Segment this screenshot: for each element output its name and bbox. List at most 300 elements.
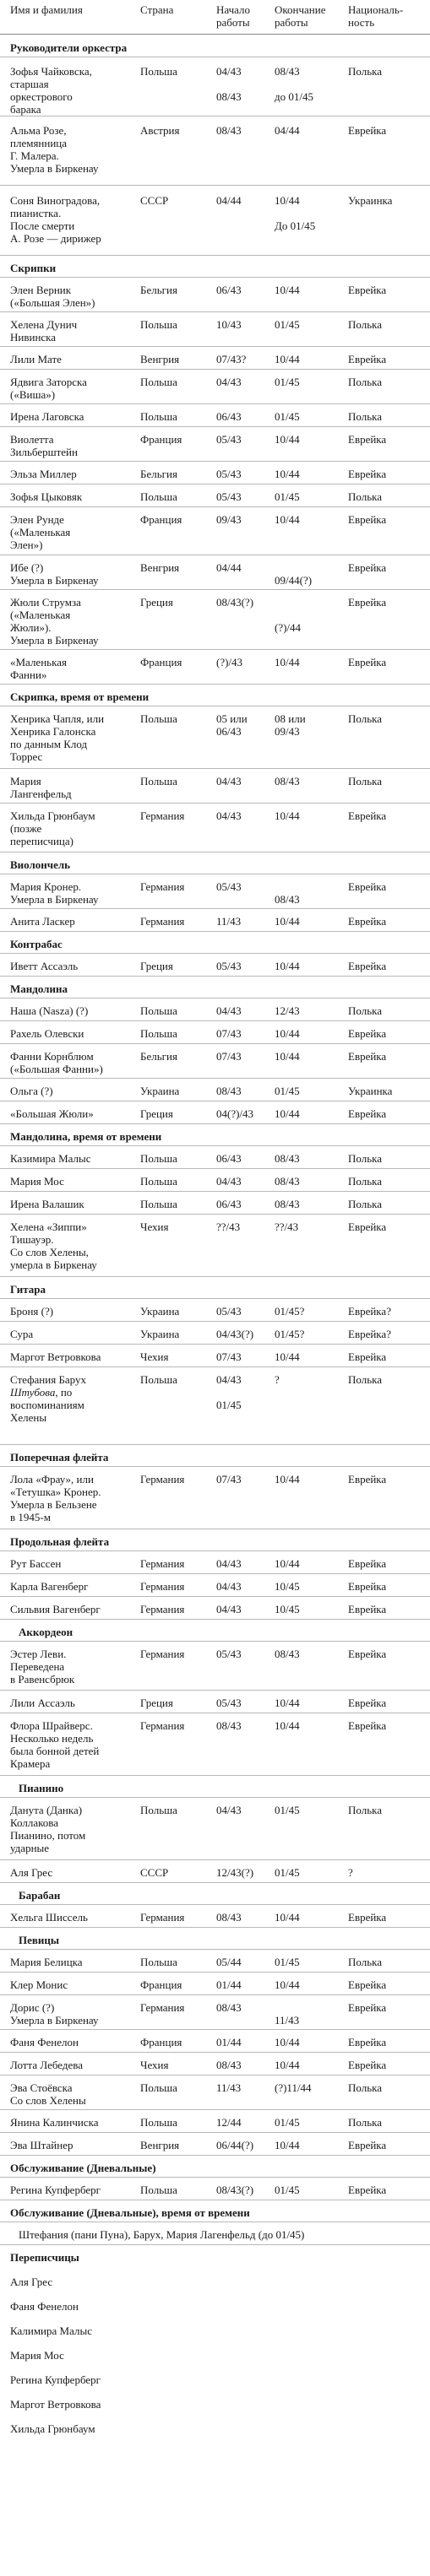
country-cell: Польша: [140, 1956, 177, 1968]
end-cell: 08/43: [275, 775, 300, 787]
list-item: Регина Купферберг: [10, 2373, 101, 2386]
nationality-cell: Еврейка: [348, 656, 387, 668]
start-cell: 10/43: [216, 318, 242, 331]
end-cell: 10/44: [275, 1557, 300, 1570]
start-cell: 04/43: [216, 1804, 242, 1816]
list-item: Фаня Фенелон: [10, 2300, 79, 2313]
row-divider: [0, 589, 430, 590]
name-cell: Иветт Ассаэль: [10, 960, 79, 972]
nationality-cell: Еврейка: [348, 1220, 387, 1233]
country-cell: Венгрия: [140, 561, 180, 574]
name-cell: Ирена Лаговска: [10, 410, 84, 423]
name-cell: Данута (Данка) Коллакова Пианино, потом ударные: [10, 1804, 86, 1854]
country-cell: Венгрия: [140, 2139, 180, 2151]
start-cell: 04/43: [216, 1557, 242, 1570]
start-cell: 04/43 01/45: [216, 1373, 242, 1411]
start-cell: 08/43: [216, 1719, 242, 1732]
name-cell: Элен Верник («Большая Элен»): [10, 284, 95, 309]
country-cell: СССР: [140, 1866, 169, 1879]
header-start: Начало работы: [216, 3, 251, 29]
row-divider: [0, 1859, 430, 1860]
nationality-cell: Еврейка: [348, 1050, 387, 1063]
end-cell: 01/45: [275, 490, 300, 503]
nationality-cell: Еврейка: [348, 880, 387, 893]
nationality-cell: Полька: [348, 2116, 383, 2129]
section-title: Гитара: [10, 1283, 46, 1296]
list-item: Маргот Ветровкова: [10, 2398, 101, 2411]
row-divider: [0, 976, 430, 977]
country-cell: Франция: [140, 2036, 182, 2048]
end-cell: 10/44: [275, 1350, 300, 1363]
name-cell: Хелена «Зиппи» Тишауэр. Со слов Хелены, умерла в Биркенау: [10, 1220, 97, 1271]
section-title: Певицы: [19, 1934, 60, 1946]
row-divider: [0, 1972, 430, 1973]
row-divider: [0, 1882, 430, 1883]
name-cell: Маргот Ветровкова: [10, 1350, 101, 1363]
country-cell: СССР: [140, 194, 169, 207]
section-title: Обслуживание (Дневальные): [10, 2162, 156, 2174]
end-cell: 01/45: [275, 376, 300, 388]
name-cell: Ядвига Заторска («Виша»): [10, 376, 87, 401]
country-cell: Чехия: [140, 1350, 169, 1363]
end-cell: 10/44: [275, 915, 300, 928]
nationality-cell: Полька: [348, 1004, 383, 1017]
row-divider: [0, 1444, 430, 1445]
name-cell: Броня (?): [10, 1305, 54, 1318]
start-cell: 11/43: [216, 2081, 242, 2094]
name-cell: Рахель Олевски: [10, 1027, 84, 1040]
country-cell: Польша: [140, 410, 177, 423]
name-cell: Лотта Лебедева: [10, 2059, 84, 2071]
row-divider: [0, 1145, 430, 1146]
name-cell: Эва Стоёвска Со слов Хелены: [10, 2081, 86, 2107]
end-cell: 10/45: [275, 1580, 300, 1593]
end-cell: 12/43: [275, 1004, 300, 1017]
list-item: Штефания (пани Пуна), Барух, Мария Лагенфельд (до 01/45): [19, 2228, 305, 2241]
end-cell: 10/44: [275, 656, 300, 668]
name-cell: Карла Вагенберг: [10, 1580, 89, 1593]
section-title: Мандолина: [10, 982, 68, 995]
name-cell: «Большая Жюли»: [10, 1107, 94, 1120]
nationality-cell: Полька: [348, 490, 383, 503]
country-cell: Бельгия: [140, 284, 177, 296]
country-cell: Польша: [140, 1373, 177, 1386]
name-cell: Мария Мос: [10, 1175, 64, 1188]
row-divider: [0, 1123, 430, 1124]
row-divider: [0, 1466, 430, 1467]
country-cell: Польша: [140, 712, 177, 725]
country-cell: Греция: [140, 960, 173, 972]
start-cell: 06/43: [216, 410, 242, 423]
nationality-cell: Еврейка: [348, 1697, 387, 1709]
end-cell: 10/44: [275, 1719, 300, 1732]
start-cell: 05/43: [216, 960, 242, 972]
list-item: Калимира Малыс: [10, 2324, 92, 2337]
nationality-cell: Еврейка: [348, 2184, 387, 2196]
end-cell: (?)/44: [275, 621, 302, 634]
start-cell: ??/43: [216, 1220, 241, 1233]
row-divider: [0, 1641, 430, 1642]
nationality-cell: Еврейка: [348, 1473, 387, 1486]
name-cell: Анита Ласкер: [10, 915, 75, 928]
section-title: Мандолина, время от времени: [10, 1130, 162, 1143]
start-cell: 01/44: [216, 1978, 242, 1991]
country-cell: Германия: [140, 1603, 185, 1615]
country-cell: Чехия: [140, 1220, 169, 1233]
start-cell: 05/43: [216, 468, 242, 480]
end-cell: 01/45: [275, 318, 300, 331]
country-cell: Украина: [140, 1328, 180, 1340]
country-cell: Греция: [140, 1107, 173, 1120]
country-cell: Франция: [140, 513, 182, 526]
name-cell: Хильда Грюнбаум (позже переписчица): [10, 809, 95, 847]
start-cell: 07/43: [216, 1027, 242, 1040]
country-cell: Германия: [140, 1473, 185, 1486]
row-divider: [0, 1191, 430, 1192]
nationality-cell: Еврейка: [348, 513, 387, 526]
nationality-cell: Еврейка: [348, 1911, 387, 1924]
name-cell: Зофья Чайковска, старшая оркестрового барака: [10, 65, 92, 116]
end-cell: 01/45: [275, 2184, 300, 2196]
nationality-cell: Еврейка: [348, 960, 387, 972]
nationality-cell: Полька: [348, 376, 383, 388]
row-divider: [0, 1573, 430, 1574]
section-title: Скрипка, время от времени: [10, 690, 150, 703]
name-cell: Зофья Цыковяк: [10, 490, 83, 503]
country-cell: Польша: [140, 1175, 177, 1188]
end-cell: 08/43: [275, 1648, 300, 1660]
nationality-cell: Полька: [348, 65, 383, 78]
country-cell: Германия: [140, 1648, 185, 1660]
country-cell: Украина: [140, 1305, 180, 1318]
nationality-cell: Украинка: [348, 194, 393, 207]
start-cell: 06/43: [216, 1198, 242, 1210]
start-cell: 08/43(?): [216, 2184, 254, 2196]
nationality-cell: Полька: [348, 2081, 383, 2094]
nationality-cell: Еврейка: [348, 809, 387, 822]
start-cell: 08/43: [216, 1085, 242, 1097]
start-cell: 08/43: [216, 2059, 242, 2071]
name-cell: Регина Купферберг: [10, 2184, 101, 2196]
name-cell: Клер Монис: [10, 1978, 68, 1991]
header-end: Окончание работы: [275, 3, 326, 29]
end-cell: 08/43: [275, 1175, 300, 1188]
start-cell: 05/43: [216, 1697, 242, 1709]
start-cell: 04/44: [216, 194, 242, 207]
name-cell: Сильвия Вагенберг: [10, 1603, 101, 1615]
section-title: Руководители оркестра: [10, 41, 128, 54]
name-cell: Эльза Миллер: [10, 468, 77, 480]
nationality-cell: Еврейка: [348, 1719, 387, 1732]
end-cell: 10/44: [275, 2059, 300, 2071]
section-title: Аккордеон: [19, 1626, 73, 1638]
country-cell: Польша: [140, 2081, 177, 2094]
nationality-cell: Полька: [348, 775, 383, 787]
start-cell: 06/44(?): [216, 2139, 254, 2151]
start-cell: 04/43: [216, 1603, 242, 1615]
header-name: Имя и фамилия: [10, 3, 83, 16]
name-cell: Виолетта Зильберштейн: [10, 433, 78, 458]
start-cell: 05/43: [216, 1648, 242, 1660]
nationality-cell: Полька: [348, 1198, 383, 1210]
table-header: [0, 0, 430, 35]
start-cell: 05 или 06/43: [216, 712, 248, 738]
end-cell: 08/43: [275, 1198, 300, 1210]
nationality-cell: Еврейка: [348, 1978, 387, 1991]
end-cell: 01/45: [275, 1085, 300, 1097]
country-cell: Германия: [140, 2001, 185, 2014]
start-cell: 08/43: [216, 1911, 242, 1924]
name-cell: Дорис (?) Умерла в Биркенау: [10, 2001, 99, 2027]
start-cell: 04/43: [216, 1175, 242, 1188]
start-cell: 05/43: [216, 1305, 242, 1318]
name-cell: Соня Виноградова, пианистка. После смерти А. Розе — дирижер: [10, 194, 101, 245]
nationality-cell: Украинка: [348, 1085, 393, 1097]
country-cell: Германия: [140, 809, 185, 822]
header-nationality: Националь- ность: [348, 3, 404, 29]
row-divider: [0, 185, 430, 186]
name-cell: Аля Грес: [10, 1866, 53, 1879]
end-cell: 10/44: [275, 1027, 300, 1040]
country-cell: Чехия: [140, 2059, 169, 2071]
section-title: Пианино: [19, 1782, 64, 1794]
section-title: Виолончель: [10, 858, 71, 871]
end-cell: 10/44: [275, 468, 300, 480]
start-cell: 07/43?: [216, 353, 247, 365]
end-cell: 10/44: [275, 353, 300, 365]
row-divider: [0, 277, 430, 278]
country-cell: Бельгия: [140, 468, 177, 480]
start-cell: 06/43: [216, 1152, 242, 1165]
section-title: Контрабас: [10, 938, 63, 950]
list-item: Хильда Грюнбаум: [10, 2422, 95, 2435]
row-divider: [0, 1550, 430, 1551]
country-cell: Греция: [140, 596, 173, 609]
start-cell: 05/43: [216, 880, 242, 893]
name-cell: Сура: [10, 1328, 34, 1340]
start-cell: 04/43: [216, 809, 242, 822]
nationality-cell: Полька: [348, 1956, 383, 1968]
name-cell: Лола «Фрау», или «Тетушка» Кронер. Умерла в Бельзене в 1945-м: [10, 1473, 101, 1523]
nationality-cell: Еврейка: [348, 468, 387, 480]
row-divider: [0, 1344, 430, 1345]
country-cell: Германия: [140, 1911, 185, 1924]
row-divider: [0, 1949, 430, 1950]
row-divider: [0, 1619, 430, 1620]
country-cell: Бельгия: [140, 1050, 177, 1063]
row-divider: [0, 1298, 430, 1299]
name-cell: Эва Штайнер: [10, 2139, 73, 2151]
country-cell: Польша: [140, 2184, 177, 2196]
country-cell: Польша: [140, 318, 177, 331]
row-divider: [0, 403, 430, 404]
end-cell: 01/45: [275, 1866, 300, 1879]
end-cell: 10/44: [275, 809, 300, 822]
start-cell: 08/43: [216, 124, 242, 137]
end-cell: ??/43: [275, 1220, 299, 1233]
row-divider: [0, 649, 430, 650]
end-cell: 11/43: [275, 2014, 300, 2027]
country-cell: Германия: [140, 880, 185, 893]
start-cell: 07/43: [216, 1050, 242, 1063]
end-cell: ?: [275, 1373, 280, 1386]
end-cell: 10/44: [275, 513, 300, 526]
row-divider: [0, 1904, 430, 1905]
end-cell: 10/45: [275, 1603, 300, 1615]
country-cell: Польша: [140, 1004, 177, 1017]
country-cell: Польша: [140, 1804, 177, 1816]
start-cell: 04/43: [216, 376, 242, 388]
end-cell: 08/43: [275, 1152, 300, 1165]
start-cell: 04/43: [216, 1580, 242, 1593]
row-divider: [0, 2109, 430, 2110]
section-title: Поперечная флейта: [10, 1451, 109, 1464]
end-cell: 10/44: [275, 1911, 300, 1924]
country-cell: Франция: [140, 433, 182, 446]
nationality-cell: Еврейка: [348, 1648, 387, 1660]
row-divider: [0, 1214, 430, 1215]
name-cell: Лили Ассаэль: [10, 1697, 75, 1709]
row-divider: [0, 369, 430, 370]
row-divider: [0, 461, 430, 462]
end-cell: 08/43 до 01/45: [275, 65, 313, 103]
row-divider: [0, 908, 430, 909]
section-title: Скрипки: [10, 262, 57, 274]
nationality-cell: ?: [348, 1866, 353, 1879]
start-cell: 07/43: [216, 1473, 242, 1486]
nationality-cell: Полька: [348, 1804, 383, 1816]
nationality-cell: Полька: [348, 318, 383, 331]
nationality-cell: Полька: [348, 410, 383, 423]
row-divider: [0, 684, 430, 685]
nationality-cell: Полька: [348, 712, 383, 725]
list-item: Аля Грес: [10, 2276, 53, 2288]
row-divider: [0, 1775, 430, 1776]
start-cell: 01/44: [216, 2036, 242, 2048]
row-divider: [0, 1168, 430, 1169]
country-cell: Польша: [140, 1027, 177, 1040]
name-cell: Фанни Корнблюм («Большая Фанни»): [10, 1050, 103, 1075]
start-cell: 04/43: [216, 1004, 242, 1017]
country-cell: Украина: [140, 1085, 180, 1097]
country-cell: Польша: [140, 2116, 177, 2129]
name-cell: Хелена Дунич Нивинска: [10, 318, 78, 344]
start-cell: 11/43: [216, 915, 242, 928]
name-cell: Янина Калинчиска: [10, 2116, 99, 2129]
row-divider: [0, 2177, 430, 2178]
country-cell: Германия: [140, 915, 185, 928]
end-cell: 09/44(?): [275, 574, 313, 587]
nationality-cell: Еврейка: [348, 284, 387, 296]
start-cell: 04/43(?): [216, 1328, 254, 1340]
start-cell: (?)/43: [216, 656, 243, 668]
country-cell: Германия: [140, 1719, 185, 1732]
nationality-cell: Еврейка?: [348, 1305, 391, 1318]
name-cell: Мария Лангенфельд: [10, 775, 72, 800]
end-cell: 01/45?: [275, 1328, 305, 1340]
row-divider: [0, 506, 430, 507]
end-cell: 10/44: [275, 2139, 300, 2151]
row-divider: [0, 2155, 430, 2156]
row-divider: [0, 1927, 430, 1928]
end-cell: 08 или 09/43: [275, 712, 306, 738]
end-cell: 10/44: [275, 1978, 300, 1991]
row-divider: [0, 1020, 430, 1021]
row-divider: [0, 2052, 430, 2053]
nationality-cell: Еврейка: [348, 353, 387, 365]
nationality-cell: Еврейка: [348, 1603, 387, 1615]
end-cell: 01/45: [275, 1956, 300, 1968]
row-divider: [0, 255, 430, 256]
end-cell: 04/44: [275, 124, 300, 137]
end-cell: 08/43: [275, 893, 300, 906]
nationality-cell: Полька: [348, 1152, 383, 1165]
country-cell: Польша: [140, 775, 177, 787]
country-cell: Франция: [140, 656, 182, 668]
country-cell: Польша: [140, 376, 177, 388]
end-cell: 01/45: [275, 1804, 300, 1816]
nationality-cell: Еврейка: [348, 561, 387, 574]
row-divider: [0, 1797, 430, 1798]
section-title: Продольная флейта: [10, 1535, 110, 1548]
country-cell: Австрия: [140, 124, 180, 137]
end-cell: 10/44: [275, 1697, 300, 1709]
country-cell: Греция: [140, 1697, 173, 1709]
row-divider: [0, 1276, 430, 1277]
start-cell: 05/43: [216, 490, 242, 503]
row-divider: [0, 1596, 430, 1597]
nationality-cell: Еврейка: [348, 1580, 387, 1593]
section-title: Барабан: [19, 1889, 61, 1902]
start-cell: 04/44: [216, 561, 242, 574]
start-cell: 12/43(?): [216, 1866, 254, 1879]
country-cell: Польша: [140, 1152, 177, 1165]
name-cell: «Маленькая Фанни»: [10, 656, 67, 681]
name-cell: Ольга (?): [10, 1085, 53, 1097]
nationality-cell: Еврейка: [348, 2001, 387, 2014]
end-cell: 01/45: [275, 410, 300, 423]
country-cell: Польша: [140, 1198, 177, 1210]
end-cell: 10/44: [275, 960, 300, 972]
nationality-cell: Еврейка: [348, 1557, 387, 1570]
header-country: Страна: [140, 3, 174, 16]
nationality-cell: Еврейка: [348, 1027, 387, 1040]
name-cell: Ирена Валашик: [10, 1198, 84, 1210]
nationality-cell: Полька: [348, 1175, 383, 1188]
nationality-cell: Полька: [348, 1373, 383, 1386]
list-item: Мария Мос: [10, 2349, 64, 2362]
name-cell: Элен Рунде («Маленькая Элен»): [10, 513, 71, 551]
country-cell: Франция: [140, 1978, 182, 1991]
end-cell: 01/45: [275, 2116, 300, 2129]
start-cell: 09/43: [216, 513, 242, 526]
name-cell: Мария Кронер. Умерла в Биркенау: [10, 880, 99, 906]
row-divider: [0, 1043, 430, 1044]
name-cell: Хенрика Чапля, или Хенрика Галонска по данным Клод Торрес: [10, 712, 105, 763]
start-cell: 06/43: [216, 284, 242, 296]
nationality-cell: Еврейка: [348, 2139, 387, 2151]
row-divider: [0, 953, 430, 954]
row-divider: [0, 1690, 430, 1691]
end-cell: 10/44: [275, 1107, 300, 1120]
start-cell: 08/43(?): [216, 596, 254, 609]
nationality-cell: Еврейка: [348, 2036, 387, 2048]
country-cell: Германия: [140, 1557, 185, 1570]
name-cell: Флора Шрайверс. Несколько недель была бонной детей Крамера: [10, 1719, 100, 1770]
nationality-cell: Еврейка: [348, 433, 387, 446]
start-cell: 04(?)/43: [216, 1107, 254, 1120]
nationality-cell: Еврейка: [348, 124, 387, 137]
